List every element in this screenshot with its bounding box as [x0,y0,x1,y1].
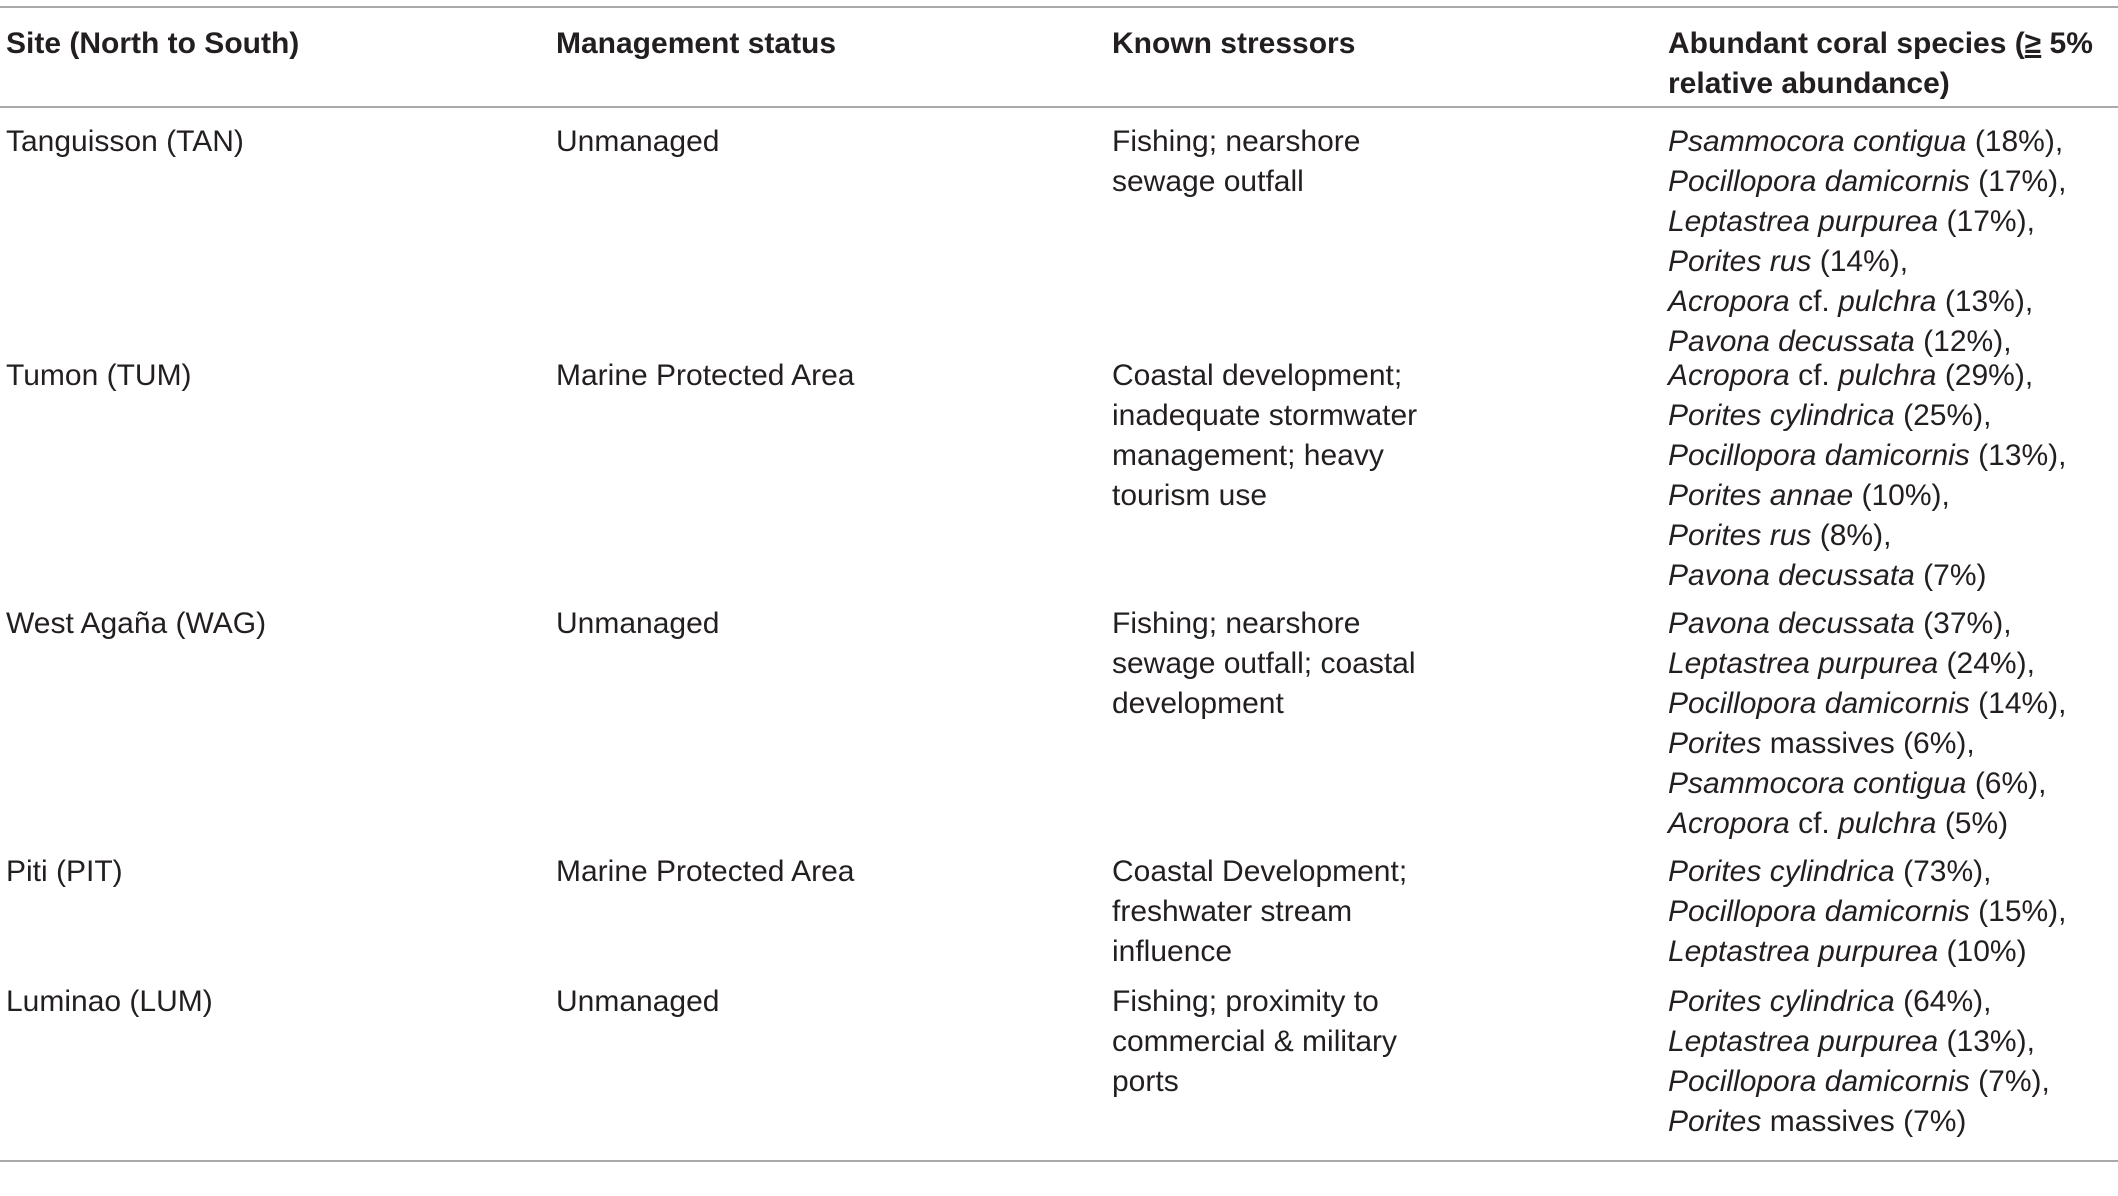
species-epithet: pulchra [1838,807,1937,840]
species-percent: (5%) [1936,807,2009,840]
species-line [1668,356,2118,396]
species-epithet: pulchra [1838,285,1937,318]
species-cell [1668,122,2118,362]
species-line [1668,684,2118,724]
species-line [1668,1022,2118,1062]
header-row [0,8,2118,106]
stressor-line: tourism use [1112,479,1268,512]
species-genus: Pocillopora damicornis [1668,895,1970,928]
stressor-line: development [1112,687,1284,720]
species-line [1668,202,2118,242]
species-line [1668,556,2118,596]
species-genus: Pocillopora damicornis [1668,687,1970,720]
table-row [0,852,2118,982]
species-percent: (10%) [1938,935,2027,968]
stressor-line: freshwater stream [1112,895,1353,928]
species-qualifier: cf. [1789,285,1839,318]
species-line [1668,804,2118,844]
species-qualifier: cf. [1789,807,1839,840]
species-qualifier: cf. [1789,359,1839,392]
species-genus: Porites cylindrica [1668,399,1895,432]
header-stressors: Known stressors [1112,27,1356,60]
species-genus: Leptastrea purpurea [1668,647,1939,680]
species-genus: Porites cylindrica [1668,855,1895,888]
stressor-line: sewage outfall [1112,165,1304,198]
species-genus: Psammocora contigua [1668,125,1967,158]
species-genus: Acropora [1668,807,1790,840]
species-percent: (6%), [1966,767,2047,800]
table-row [0,356,2118,604]
species-genus: Porites rus [1668,519,1812,552]
management-cell: Marine Protected Area [556,855,855,888]
species-line [1668,476,2118,516]
header-site: Site (North to South) [6,27,300,60]
species-genus: Acropora [1668,285,1790,318]
species-percent: (29%), [1936,359,2034,392]
species-cell [1668,852,2118,972]
species-percent: (7%) [1914,559,1987,592]
species-line [1668,644,2118,684]
header-species [1668,24,2118,104]
species-genus: Porites [1668,727,1762,760]
species-genus: Leptastrea purpurea [1668,935,1939,968]
species-percent: (10%), [1853,479,1950,512]
stressor-line: influence [1112,935,1233,968]
species-percent: (8%), [1811,519,1892,552]
stressors-cell [1112,852,1668,972]
site-cell: West Agaña (WAG) [6,607,267,640]
species-line [1668,852,2118,892]
stressor-line: Fishing; nearshore [1112,607,1361,640]
species-percent: (13%), [1936,285,2034,318]
coral-sites-table [0,6,2118,1162]
species-cell [1668,982,2118,1142]
species-epithet: pulchra [1838,359,1937,392]
species-genus: Porites annae [1668,479,1854,512]
species-line [1668,162,2118,202]
species-genus: Porites rus [1668,245,1812,278]
species-line [1668,764,2118,804]
stressor-line: Coastal Development; [1112,855,1408,888]
species-genus: Pocillopora damicornis [1668,439,1970,472]
species-percent: (13%), [1969,439,2067,472]
header-management: Management status [556,27,837,60]
management-cell: Unmanaged [556,985,720,1018]
species-percent: (64%), [1894,985,1992,1018]
stressor-line: Fishing; nearshore [1112,125,1361,158]
bottom-rule [0,1160,2118,1162]
species-percent: (37%), [1914,607,2012,640]
site-cell: Piti (PIT) [6,855,123,888]
stressor-line: sewage outfall; coastal [1112,647,1416,680]
site-cell: Tumon (TUM) [6,359,192,392]
species-line [1668,242,2118,282]
stressor-line: inadequate stormwater [1112,399,1418,432]
species-genus: Porites cylindrica [1668,985,1895,1018]
site-cell: Luminao (LUM) [6,985,213,1018]
species-percent: (12%), [1914,325,2012,358]
species-line [1668,1062,2118,1102]
species-percent: (73%), [1894,855,1992,888]
species-line [1668,724,2118,764]
species-percent: (7%), [1969,1065,2050,1098]
site-cell: Tanguisson (TAN) [6,125,244,158]
species-percent: (6%), [1894,727,1975,760]
stressor-line: Coastal development; [1112,359,1403,392]
species-percent: (25%), [1894,399,1992,432]
species-percent: (7%) [1894,1105,1967,1138]
species-genus: Pocillopora damicornis [1668,165,1970,198]
species-cell [1668,604,2118,844]
management-cell: Unmanaged [556,607,720,640]
stressor-line: commercial & military [1112,1025,1398,1058]
species-genus: Pavona decussata [1668,559,1915,592]
species-line [1668,122,2118,162]
species-genus: Acropora [1668,359,1790,392]
species-cell [1668,356,2118,596]
stressor-line: ports [1112,1065,1179,1098]
species-percent: (14%), [1969,687,2067,720]
species-percent: (13%), [1938,1025,2035,1058]
header-species-line2: relative abundance) [1668,67,1950,100]
stressor-line: management; heavy [1112,439,1384,472]
management-cell: Marine Protected Area [556,359,855,392]
species-percent: (14%), [1811,245,1909,278]
stressors-cell [1112,356,1668,516]
species-line [1668,282,2118,322]
species-line [1668,1102,2118,1142]
table-row [0,108,2118,356]
species-line [1668,604,2118,644]
table-row [0,604,2118,852]
species-genus: Psammocora contigua [1668,767,1967,800]
species-genus: Pavona decussata [1668,325,1915,358]
table-row [0,982,2118,1160]
species-percent: (17%), [1938,205,2035,238]
species-line [1668,436,2118,476]
species-genus: Porites [1668,1105,1762,1138]
header-species-line1: Abundant coral species (≥ 5% [1668,27,2093,60]
species-genus: Pavona decussata [1668,607,1915,640]
species-line [1668,396,2118,436]
species-percent: (18%), [1966,125,2064,158]
species-line [1668,982,2118,1022]
species-percent: (15%), [1969,895,2067,928]
species-qualifier: massives [1761,1105,1895,1138]
species-line [1668,516,2118,556]
stressors-cell [1112,982,1668,1102]
stressors-cell [1112,122,1668,202]
species-genus: Pocillopora damicornis [1668,1065,1970,1098]
stressors-cell [1112,604,1668,724]
stressor-line: Fishing; proximity to [1112,985,1379,1018]
ge-symbol: ≥ [2024,27,2042,60]
management-cell: Unmanaged [556,125,720,158]
species-percent: (17%), [1969,165,2067,198]
species-genus: Leptastrea purpurea [1668,1025,1939,1058]
species-genus: Leptastrea purpurea [1668,205,1939,238]
species-line [1668,892,2118,932]
species-line [1668,932,2118,972]
table-body [0,108,2118,1160]
species-percent: (24%), [1938,647,2035,680]
species-qualifier: massives [1761,727,1895,760]
